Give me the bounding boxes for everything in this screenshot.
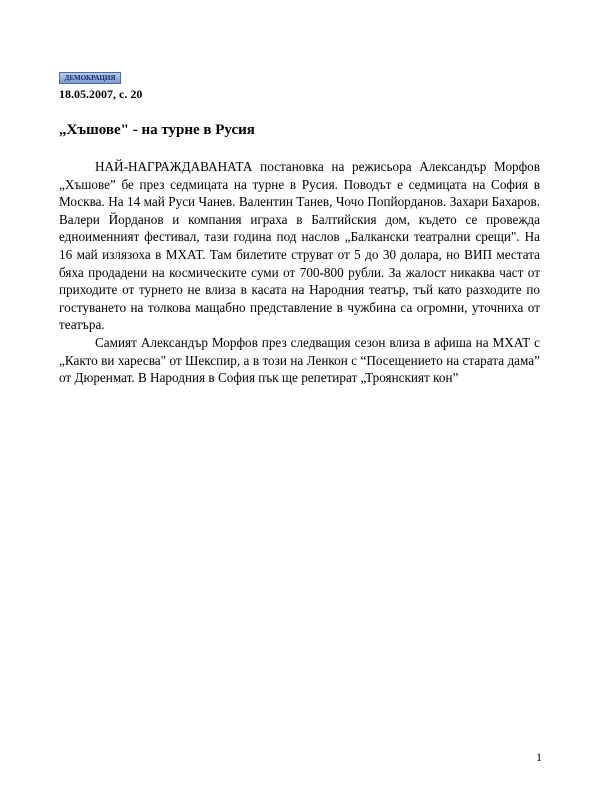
article-paragraph-1: НАЙ-НАГРАЖДАВАНАТА постановка на режисьора Александър Морфов „Хъшове” бе през седмицата на турне в Русия. Поводът е седмицата на София в Москва. На 14 май Руси Чанев. Валентин Танев, Чочо Попйорданов. Захари Бахаров. Валери Йорданов и компания играха в Балтийския дом, където се провежда едноименният фестивал, тази година под наслов „Балкански театрални срещи". На 16 май излязоха в МХАТ. Там билетите струват от 5 до 30 долара, но ВИП местата бяха продадени на космическите суми от 700-800 рубли. За жалост никаква част от приходите от турнето не влиза в касата на Народния театър, тъй като разходите по гостуването на толкова мащабно представление в чужбина са огромни, уточниха от театъра.	[59, 159, 540, 333]
newspaper-logo-text: ДЕМОКРАЦИЯ	[64, 74, 116, 82]
article-paragraph-2: Самият Александър Морфов през следващия сезон влиза в афиша на МХАТ с „Както ви харесва" от Шекспир, а в този на Ленкон с “Посещението на старата дама” от Дюренмат. В Народния в София пък ще репетират „Троянският кон”	[59, 334, 540, 386]
article-body	[59, 158, 540, 387]
page-number: 1	[536, 750, 542, 764]
newspaper-logo	[59, 72, 121, 84]
article-title: „Хъшове" - на турне в Русия	[59, 122, 255, 138]
source-date-line: 18.05.2007, с. 20	[59, 87, 143, 101]
